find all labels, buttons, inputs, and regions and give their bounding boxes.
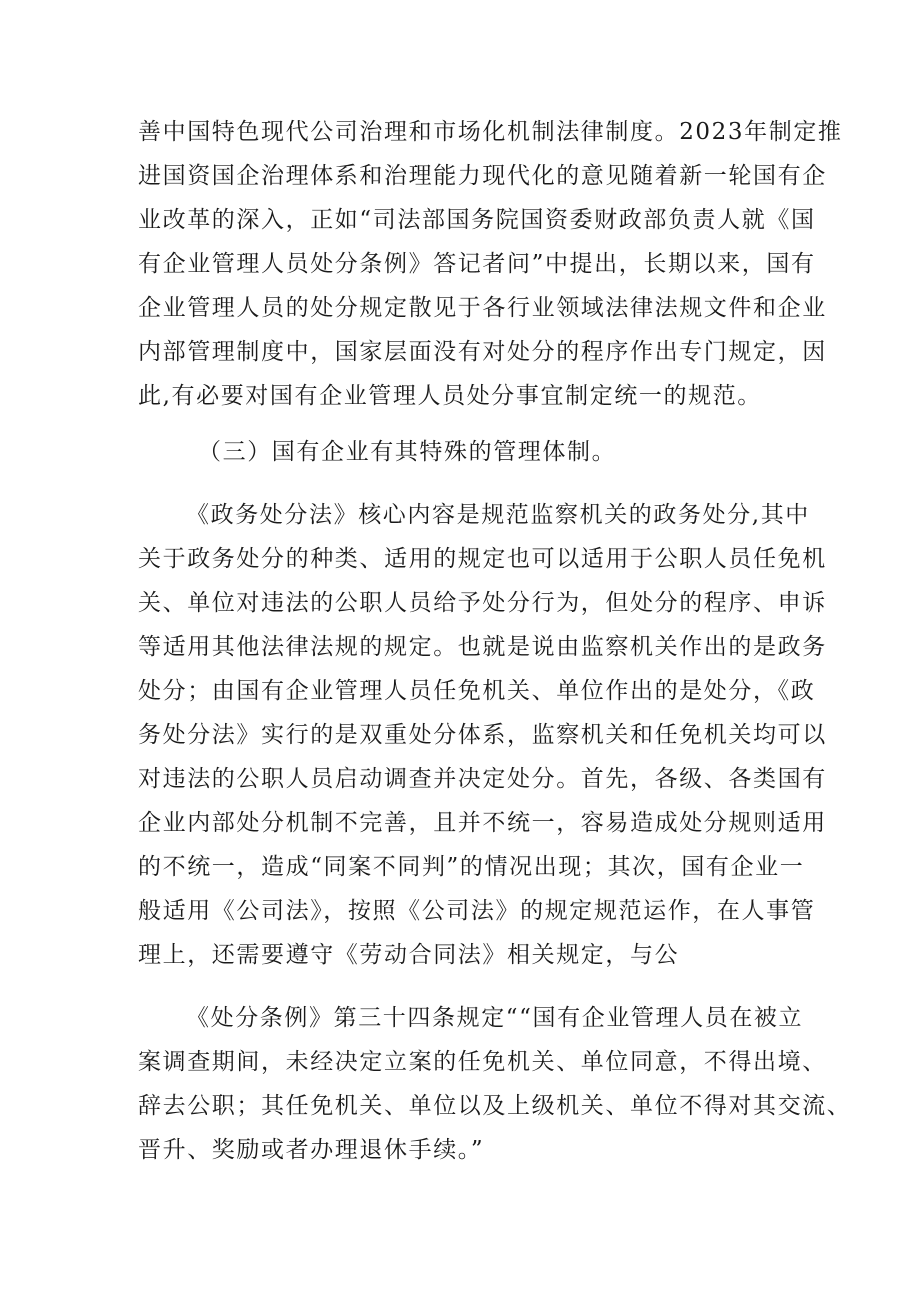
paragraph-3-line-2: 案调查期间，未经决定立案的任免机关、单位同意，不得出境、	[138, 1049, 827, 1075]
paragraph-2-line-4: 等适用其他法律法规的规定。也就是说由监察机关作出的是政务	[138, 634, 827, 660]
paragraph-2-line-2: 关于政务处分的种类、适用的规定也可以适用于公职人员任免机	[138, 546, 827, 572]
paragraph-2-line-5: 处分；由国有企业管理人员任免机关、单位作出的是处分，《政	[138, 678, 816, 704]
paragraph-2-line-8: 企业内部处分机制不完善，且并不统一，容易造成处分规则适用	[138, 810, 827, 836]
paragraph-2-line-11: 理上，还需要遵守《劳动合同法》相关规定，与公	[138, 942, 680, 968]
paragraph-1-line-3: 业改革的深入，正如“司法部国务院国资委财政部负责人就《国	[138, 207, 816, 233]
paragraph-2-line-1: 《政务处分法》核心内容是规范监察机关的政务处分,其中	[186, 502, 810, 528]
paragraph-1-line-4: 有企业管理人员处分条例》答记者问”中提出，长期以来，国有	[138, 251, 816, 277]
paragraph-3-line-3: 辞去公职；其任免机关、单位以及上级机关、单位不得对其交流、	[138, 1093, 852, 1119]
paragraph-2-line-3: 关、单位对违法的公职人员给予处分行为，但处分的程序、申诉	[138, 590, 827, 616]
section-heading-3: （三）国有企业有其特殊的管理体制。	[198, 439, 617, 465]
paragraph-2-line-6: 务处分法》实行的是双重处分体系，监察机关和任免机关均可以	[138, 722, 827, 748]
paragraph-3-line-1: 《处分条例》第三十四条规定““国有企业管理人员在被立	[186, 1005, 804, 1031]
paragraph-2-line-7: 对违法的公职人员启动调查并决定处分。首先，各级、各类国有	[138, 766, 827, 792]
paragraph-1-line-6: 内部管理制度中，国家层面没有对处分的程序作出专门规定，因	[138, 339, 827, 365]
paragraph-1-line-5: 企业管理人员的处分规定散见于各行业领域法律法规文件和企业	[138, 295, 827, 321]
paragraph-1-line-2: 进国资国企治理体系和治理能力现代化的意见随着新一轮国有企	[138, 163, 827, 189]
paragraph-1-line-1: 善中国特色现代公司治理和市场化机制法律制度。2023年制定推	[138, 119, 843, 145]
paragraph-2-line-10: 般适用《公司法》，按照《公司法》的规定规范运作，在人事管	[138, 898, 816, 924]
paragraph-3-line-4: 晋升、奖励或者办理退休手续。”	[138, 1137, 485, 1163]
paragraph-1-line-7: 此,有必要对国有企业管理人员处分事宜制定统一的规范。	[138, 383, 762, 409]
paragraph-2-line-9: 的不统一，造成“同案不同判”的情况出现；其次，国有企业一	[138, 854, 805, 880]
